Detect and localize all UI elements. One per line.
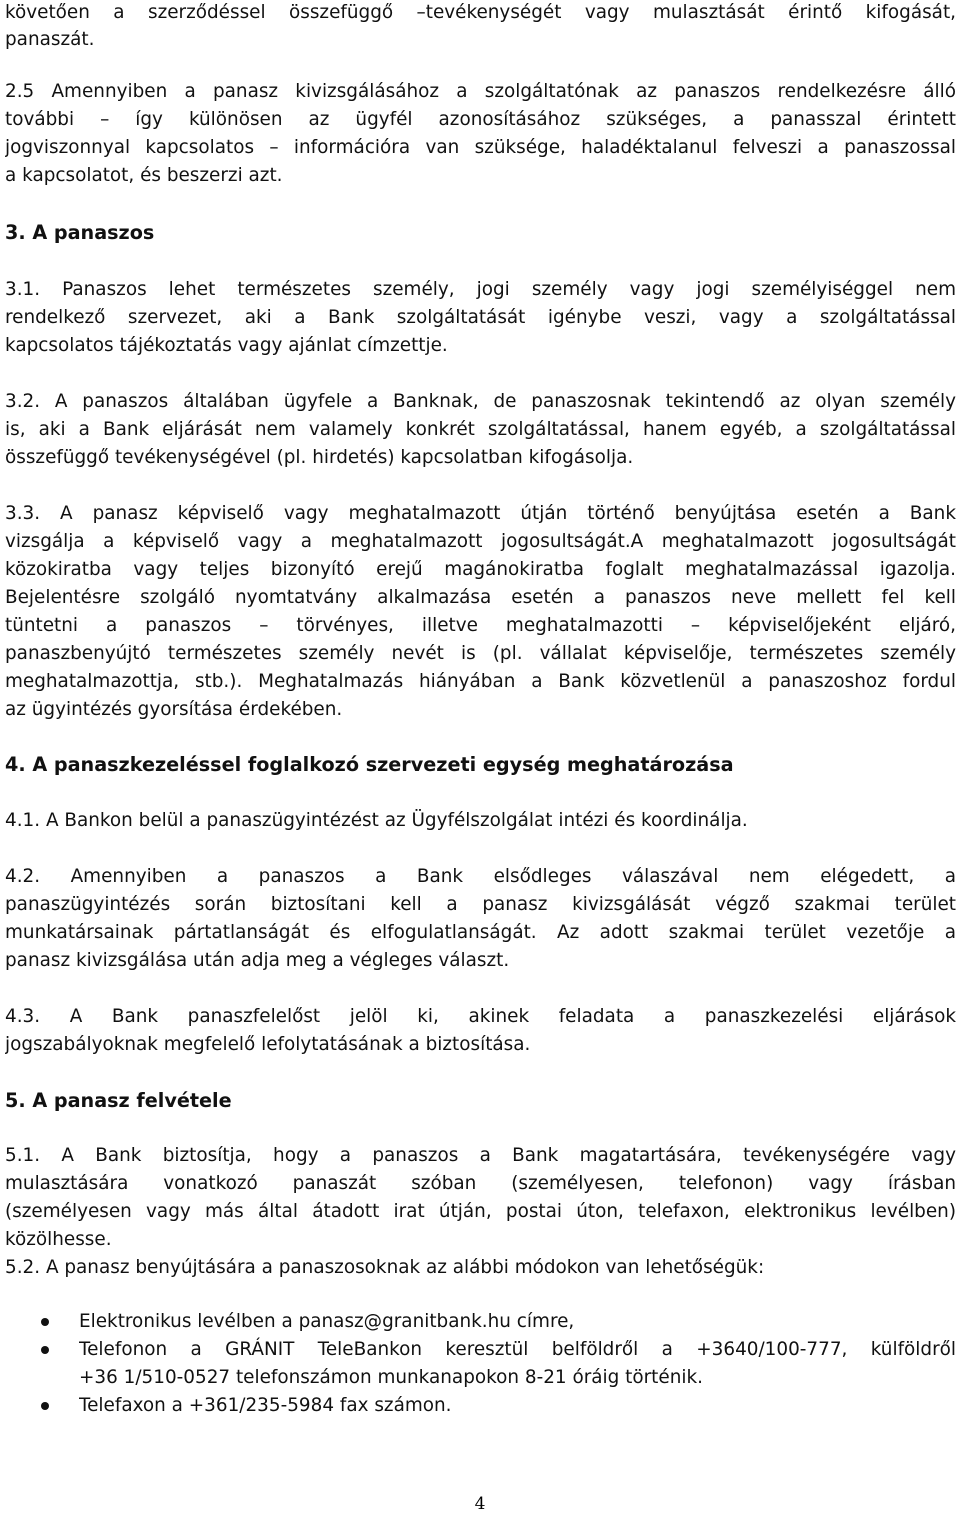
bullet-icon: [41, 1346, 49, 1354]
bullet-icon: [41, 1402, 49, 1410]
text-line: 3.3. A panasz képviselő vagy meghatalmazott útján történő benyújtása esetén a Bank: [5, 503, 956, 524]
text-line: panasz kivizsgálása után adja meg a végleges választ.: [5, 950, 510, 971]
text-line: panaszügyintézés során biztosítani kell a panasz kivizsgálását végző szakmai terület: [5, 894, 956, 915]
text-line: Bejelentésre szolgáló nyomtatvány alkalmazása esetén a panaszos neve mellett fel kell: [5, 587, 956, 608]
text-line: tüntetni a panaszos – törvényes, illetve meghatalmazotti – képviselőjeként eljáró,: [5, 615, 956, 636]
text-line: 3.2. A panaszos általában ügyfele a Banknak, de panaszosnak tekintendő az olyan személy: [5, 391, 956, 412]
bullet-icon: [41, 1318, 49, 1326]
section-heading: 5. A panasz felvétele: [5, 1089, 232, 1112]
text-line: 3.1. Panaszos lehet természetes személy, jogi személy vagy jogi személyiséggel nem: [5, 279, 956, 300]
text-line: kapcsolatos tájékoztatás vagy ajánlat címzettje.: [5, 335, 448, 356]
section-heading: 4. A panaszkezeléssel foglalkozó szervezeti egység meghatározása: [5, 753, 734, 776]
text-line: (személyesen vagy más által átadott irat útján, postai úton, telefaxon, elektronikus levélben): [5, 1201, 956, 1222]
text-line: további – így különösen az ügyfél azonosításához szükséges, a panasszal érintett: [5, 109, 956, 130]
text-line: összefüggő tevékenységével (pl. hirdetés) kapcsolatban kifogásolja.: [5, 447, 634, 468]
text-line: rendelkező szervezet, aki a Bank szolgáltatását igénybe veszi, vagy a szolgáltatással: [5, 307, 956, 328]
list-item-continuation: +36 1/510-0527 telefonszámon munkanapokon 8-21 óráig történik.: [79, 1367, 703, 1388]
text-line: a kapcsolatot, és beszerzi azt.: [5, 165, 283, 186]
text-line: 5.1. A Bank biztosítja, hogy a panaszos a Bank magatartására, tevékenységére vagy: [5, 1145, 956, 1166]
text-line: jogviszonnyal kapcsolatos – információra van szüksége, haladéktalanul felveszi a panaszossal: [5, 137, 956, 158]
text-line: panaszbenyújtó természetes személy nevét is (pl. vállalat képviselője, természetes személy: [5, 643, 956, 664]
text-line: közokiratba vagy teljes bizonyító erejű magánokiratba foglalt meghatalmazással igazolja.: [5, 559, 956, 580]
text-line: vizsgálja a képviselő vagy a meghatalmazott jogosultságát.A meghatalmazott jogosultságát: [5, 531, 956, 552]
text-line: 4.1. A Bankon belül a panaszügyintézést az Ügyfélszolgálat intézi és koordinálja.: [5, 810, 748, 831]
text-line: meghatalmazottja, stb.). Meghatalmazás hiányában a Bank közvetlenül a panaszoshoz fordul: [5, 671, 956, 692]
text-line: 2.5 Amennyiben a panasz kivizsgálásához a szolgáltatónak az panaszos rendelkezésre álló: [5, 81, 956, 102]
list-item: Telefaxon a +361/235-5984 fax számon.: [79, 1395, 452, 1416]
section-heading: 3. A panaszos: [5, 221, 155, 244]
text-line: 5.2. A panasz benyújtására a panaszosoknak az alábbi módokon van lehetőségük:: [5, 1257, 765, 1278]
text-line: az ügyintézés gyorsítása érdekében.: [5, 699, 343, 720]
text-line: munkatársainak pártatlanságát és elfogulatlanságát. Az adott szakmai terület vezetője a: [5, 922, 956, 943]
text-line: 4.3. A Bank panaszfelelőst jelöl ki, akinek feladata a panaszkezelési eljárások: [5, 1006, 956, 1027]
text-line: mulasztására vonatkozó panaszát szóban (személyesen, telefonon) vagy írásban: [5, 1173, 956, 1194]
text-line: 4.2. Amennyiben a panaszos a Bank elsődleges válaszával nem elégedett, a: [5, 866, 956, 887]
list-item: Elektronikus levélben a panasz@granitbank.hu címre,: [79, 1311, 575, 1332]
list-item: Telefonon a GRÁNIT TeleBankon keresztül belföldről a +3640/100-777, külföldről: [79, 1339, 956, 1360]
page-number: 4: [474, 1494, 486, 1514]
text-line: is, aki a Bank eljárását nem valamely konkrét szolgáltatással, hanem egyéb, a szolgáltatással: [5, 419, 956, 440]
text-line: panaszát.: [5, 29, 95, 50]
text-line: közölhesse.: [5, 1229, 112, 1250]
text-line: követően a szerződéssel összefüggő –tevékenységét vagy mulasztását érintő kifogását,: [5, 2, 956, 23]
text-line: jogszabályoknak megfelelő lefolytatásának a biztosítása.: [5, 1034, 531, 1055]
